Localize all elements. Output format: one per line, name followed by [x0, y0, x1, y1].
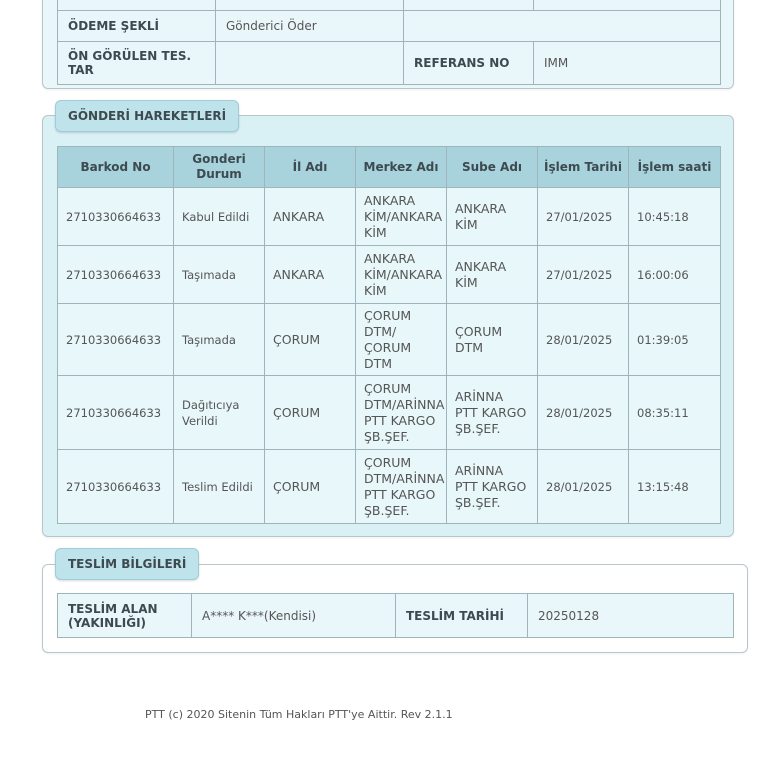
cell-date: 28/01/2025 — [538, 304, 629, 376]
col-header-time: İşlem saati — [629, 147, 721, 188]
cell-branch: ARİNNA PTT KARGO ŞB.ŞEF. — [447, 450, 538, 524]
col-header-branch: Sube Adı — [447, 147, 538, 188]
cell-date: 27/01/2025 — [538, 246, 629, 304]
cell-time: 08:35:11 — [629, 376, 721, 450]
col-header-status: Gonderi Durum — [174, 147, 265, 188]
receiver-value: A**** K***(Kendisi) — [192, 594, 396, 638]
table-row — [58, 376, 721, 450]
cell-time: 10:45:18 — [629, 188, 721, 246]
footer-copyright: PTT (c) 2020 Sitenin Tüm Hakları PTT'ye Aittir. Rev 2.1.1 — [145, 708, 453, 721]
cell-city: ANKARA — [265, 188, 356, 246]
table-row — [58, 594, 734, 638]
cell-time: 16:00:06 — [629, 246, 721, 304]
cell-branch: ÇORUM DTM — [447, 304, 538, 376]
table-row — [58, 11, 721, 42]
cell-barcode: 2710330664633 — [58, 450, 174, 524]
table-row — [58, 246, 721, 304]
table-row — [58, 188, 721, 246]
cell-status: Taşımada — [174, 304, 265, 376]
shipment-movements-panel — [42, 115, 734, 537]
cell-barcode: 2710330664633 — [58, 188, 174, 246]
cell-branch: ANKARA KİM — [447, 246, 538, 304]
cell-city: ÇORUM — [265, 304, 356, 376]
movements-table — [57, 146, 721, 524]
cell-status: Dağıtıcıya Verildi — [174, 376, 265, 450]
delivery-date-value: 20250128 — [528, 594, 734, 638]
cell-city: ÇORUM — [265, 376, 356, 450]
delivery-info-table — [57, 593, 734, 638]
table-row — [58, 0, 721, 11]
cell-date: 27/01/2025 — [538, 188, 629, 246]
table-row — [58, 304, 721, 376]
cell-barcode: 2710330664633 — [58, 246, 174, 304]
estimated-delivery-value — [216, 42, 404, 85]
table-row — [58, 42, 721, 85]
table-row — [58, 450, 721, 524]
cell-barcode: 2710330664633 — [58, 376, 174, 450]
cell-center: ÇORUM DTM/ARİNNA PTT KARGO ŞB.ŞEF. — [356, 376, 447, 450]
delivery-section-title: TESLİM BİLGİLERİ — [55, 548, 199, 580]
reference-no-value: IMM — [534, 42, 721, 85]
delivery-date-label: TESLİM TARİHİ — [396, 594, 528, 638]
receiver-label: TESLİM ALAN (YAKINLIĞI) — [58, 594, 192, 638]
cell-city: ANKARA — [265, 246, 356, 304]
cell-branch: ANKARA KİM — [447, 188, 538, 246]
cell-time: 13:15:48 — [629, 450, 721, 524]
reference-no-label: REFERANS NO — [404, 42, 534, 85]
cell-center: ANKARA KİM/ANKARA KİM — [356, 188, 447, 246]
cell-center: ÇORUM DTM/ ÇORUM DTM — [356, 304, 447, 376]
cell-status: Taşımada — [174, 246, 265, 304]
col-header-barcode: Barkod No — [58, 147, 174, 188]
payment-type-value: Gönderici Öder — [216, 11, 404, 42]
shipment-info-panel — [42, 0, 734, 89]
cell-barcode: 2710330664633 — [58, 304, 174, 376]
cell-date: 28/01/2025 — [538, 450, 629, 524]
cell-center: ÇORUM DTM/ARİNNA PTT KARGO ŞB.ŞEF. — [356, 450, 447, 524]
movements-section-title: GÖNDERİ HAREKETLERİ — [55, 100, 239, 132]
cell-time: 01:39:05 — [629, 304, 721, 376]
cell-date: 28/01/2025 — [538, 376, 629, 450]
cell-branch: ARİNNA PTT KARGO ŞB.ŞEF. — [447, 376, 538, 450]
estimated-delivery-label: ÖN GÖRÜLEN TES. TAR — [58, 42, 216, 85]
col-header-date: İşlem Tarihi — [538, 147, 629, 188]
col-header-city: İl Adı — [265, 147, 356, 188]
cell-status: Teslim Edildi — [174, 450, 265, 524]
shipment-info-table — [57, 0, 721, 85]
cell-center: ANKARA KİM/ANKARA KİM — [356, 246, 447, 304]
payment-type-label: ÖDEME ŞEKLİ — [58, 11, 216, 42]
col-header-center: Merkez Adı — [356, 147, 447, 188]
cell-status: Kabul Edildi — [174, 188, 265, 246]
table-header-row — [58, 147, 721, 188]
cell-city: ÇORUM — [265, 450, 356, 524]
